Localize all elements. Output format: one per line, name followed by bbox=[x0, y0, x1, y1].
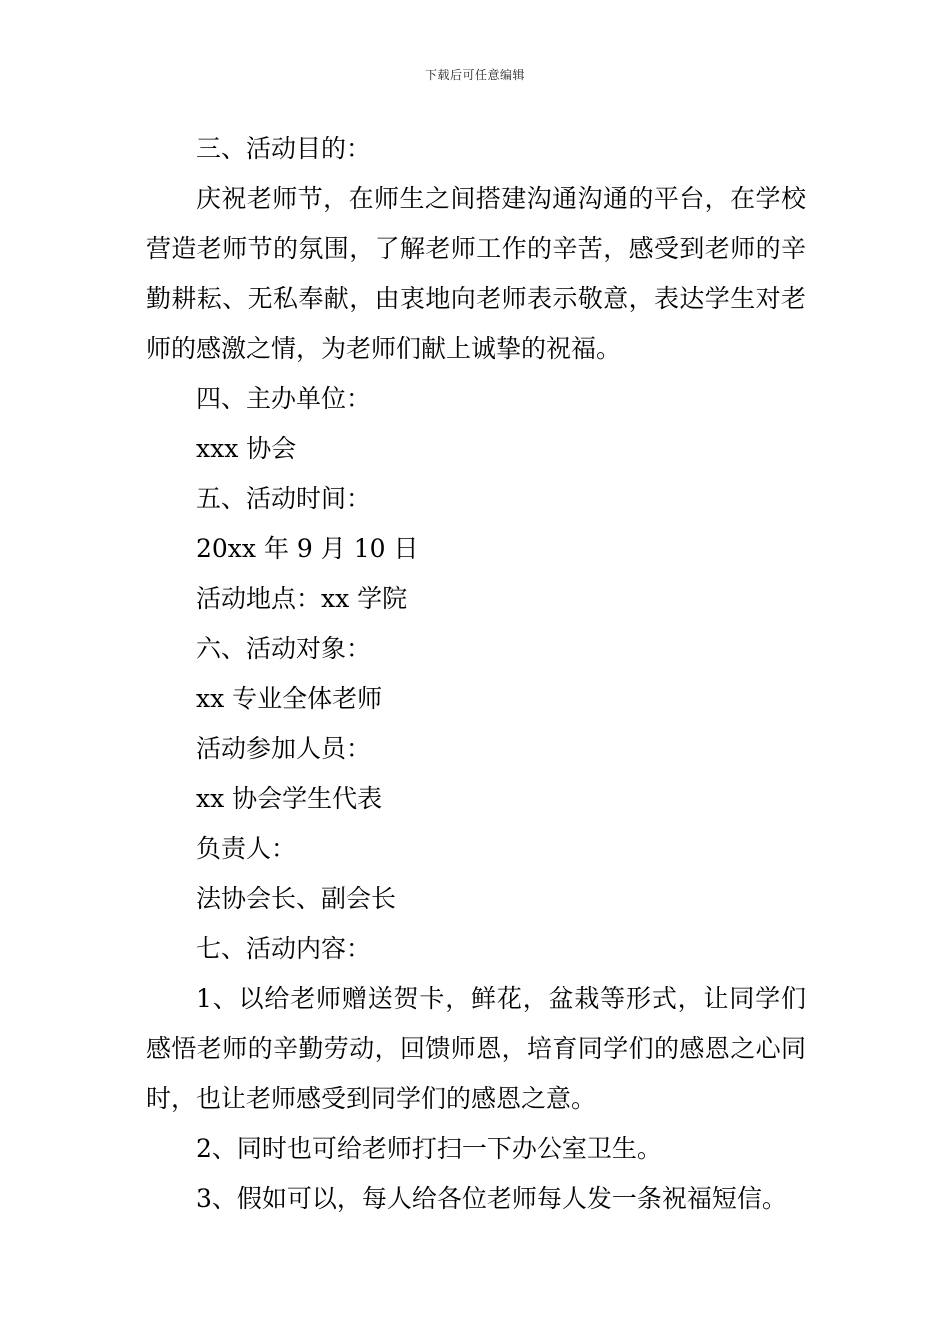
paragraph-date: 20xx 年 9 月 10 日 bbox=[196, 534, 419, 563]
document-body bbox=[146, 124, 806, 1224]
paragraph-purpose: 庆祝老师节，在师生之间搭建沟通沟通的平台，在学校营造老师节的氛围，了解老师工作的辛苦，感受到老师的辛勤耕耘、无私奉献，由衷地向老师表示敬意，表达学生对老师的感激之情，为老师们献上诚挚的祝福。 bbox=[146, 184, 806, 363]
section-heading-content: 七、活动内容： bbox=[196, 934, 372, 963]
paragraph-content-item-2: 2、同时也可给老师打扫一下办公室卫生。 bbox=[196, 1134, 662, 1163]
paragraph-content-item-1: 1、以给老师赠送贺卡，鲜花，盆栽等形式，让同学们感悟老师的辛勤劳动，回馈师恩，培育同学们的感恩之心同时，也让老师感受到同学们的感恩之意。 bbox=[146, 984, 806, 1113]
paragraph-participants-label: 活动参加人员： bbox=[196, 734, 372, 763]
paragraph-responsible: 法协会长、副会长 bbox=[196, 884, 397, 913]
section-heading-purpose: 三、活动目的： bbox=[196, 134, 372, 163]
paragraph-responsible-label: 负责人： bbox=[196, 834, 297, 863]
page-header: 下载后可任意编辑 bbox=[424, 68, 525, 82]
section-heading-organizer: 四、主办单位： bbox=[196, 384, 372, 413]
paragraph-organizer: xxx 协会 bbox=[196, 434, 297, 463]
paragraph-content-item-3: 3、假如可以，每人给各位老师每人发一条祝福短信。 bbox=[196, 1184, 787, 1213]
section-heading-audience: 六、活动对象： bbox=[196, 634, 372, 663]
section-heading-time: 五、活动时间： bbox=[196, 484, 372, 513]
paragraph-participants: xx 协会学生代表 bbox=[196, 784, 383, 813]
paragraph-location: 活动地点：xx 学院 bbox=[196, 584, 408, 613]
paragraph-audience: xx 专业全体老师 bbox=[196, 684, 383, 713]
